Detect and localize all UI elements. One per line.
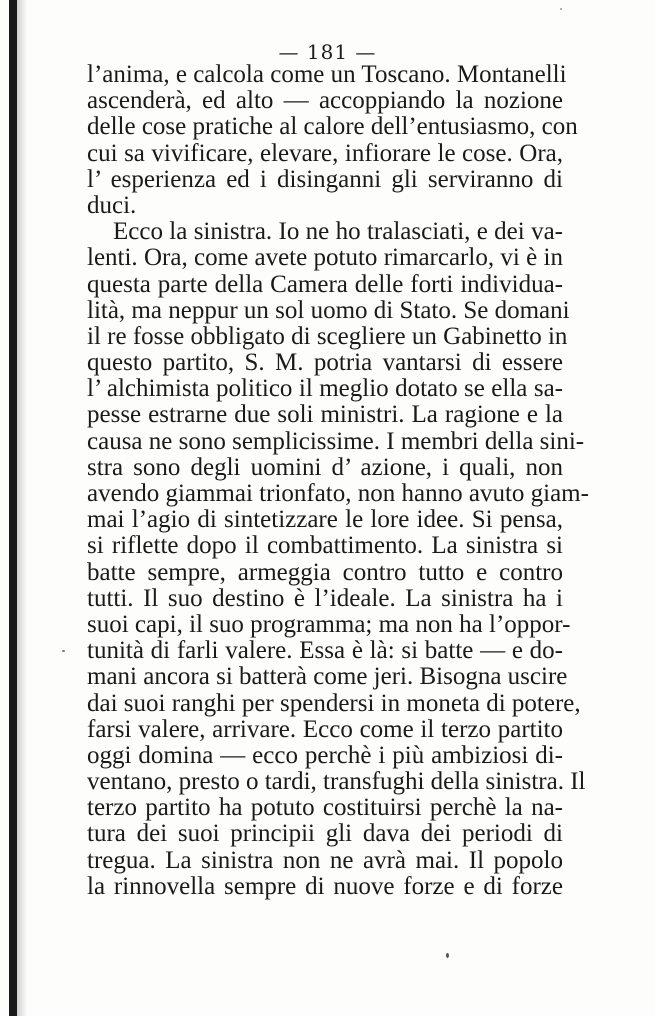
text-line: batte sempre, armeggia contro tutto e contro <box>87 558 563 586</box>
text-line: mai l’agio di sintetizzare le lore idee. Si pensa, <box>87 506 563 534</box>
text-line: mani ancora si batterà come jeri. Bisogna uscire <box>87 663 568 691</box>
text-line: terzo partito ha potuto costituirsi perchè la na- <box>87 794 563 822</box>
binding-shadow <box>17 0 27 1016</box>
text-line: ascenderà, ed alto — accoppiando la nozione <box>87 87 563 115</box>
text-line: pesse estrarne due soli ministri. La ragione e la <box>87 401 563 429</box>
text-line: l’ alchimista politico il meglio dotato se ella sa- <box>87 375 563 403</box>
text-line: farsi valere, arrivare. Ecco come il terzo partito <box>87 715 563 743</box>
text-line: la rinnovella sempre di nuove forze e di forze <box>87 872 563 900</box>
paper-speck <box>446 953 449 958</box>
body-text <box>87 61 589 900</box>
text-line: questo partito, S. M. potria vantarsi di essere <box>87 349 563 377</box>
text-line: stra sono degli uomini d’ azione, i quali, non <box>87 453 563 481</box>
text-line: avendo giammai trionfato, non hanno avuto giam- <box>87 480 589 507</box>
text-line: lità, ma neppur un sol uomo di Stato. Se domani <box>87 296 570 324</box>
text-line: causa ne sono semplicissime. I membri della sini- <box>87 427 585 455</box>
paragraph-1 <box>87 61 578 219</box>
text-line: tunità di farli valere. Essa è là: si batte — e do- <box>87 637 563 665</box>
text-line: tutti. Il suo destino è l’ideale. La sinistra ha i <box>87 584 563 612</box>
text-line: dai suoi ranghi per spendersi in moneta di potere, <box>87 689 581 717</box>
text-line: questa parte della Camera delle forti individua- <box>87 270 563 298</box>
text-line: il re fosse obbligato di scegliere un Gabinetto in <box>87 322 568 350</box>
text-line: l’ esperienza ed i disinganni gli serviranno di <box>87 165 563 193</box>
text-line: oggi domina — ecco perchè i più ambiziosi di- <box>87 741 563 769</box>
text-line: tregua. La sinistra non ne avrà mai. Il popolo <box>87 846 563 874</box>
page-number: — 181 — <box>278 40 377 64</box>
text-line: l’anima, e calcola come un Toscano. Montanelli <box>87 61 567 88</box>
text-line: Ecco la sinistra. Io ne ho tralasciati, e dei va- <box>113 218 563 246</box>
text-line: si riflette dopo il combattimento. La sinistra si <box>87 532 563 560</box>
text-line: suoi capi, il suo programma; ma non ha l’oppor- <box>87 610 571 638</box>
paper-speck <box>560 8 562 10</box>
text-line: cui sa vivificare, elevare, infiorare le cose. Ora, <box>87 139 563 167</box>
text-line: tura dei suoi principii gli dava dei periodi di <box>87 820 563 848</box>
text-line: duci. <box>87 191 137 219</box>
text-line: delle cose pratiche al calore dell’entusiasmo, con <box>87 113 578 141</box>
text-line: ventano, presto o tardi, transfughi della sinistra. Il <box>87 768 586 796</box>
text-line: lenti. Ora, come avete potuto rimarcarlo, vi è in <box>87 244 563 272</box>
binding-edge <box>9 0 17 1016</box>
paper-speck <box>62 650 65 652</box>
paragraph-2 <box>87 218 589 900</box>
